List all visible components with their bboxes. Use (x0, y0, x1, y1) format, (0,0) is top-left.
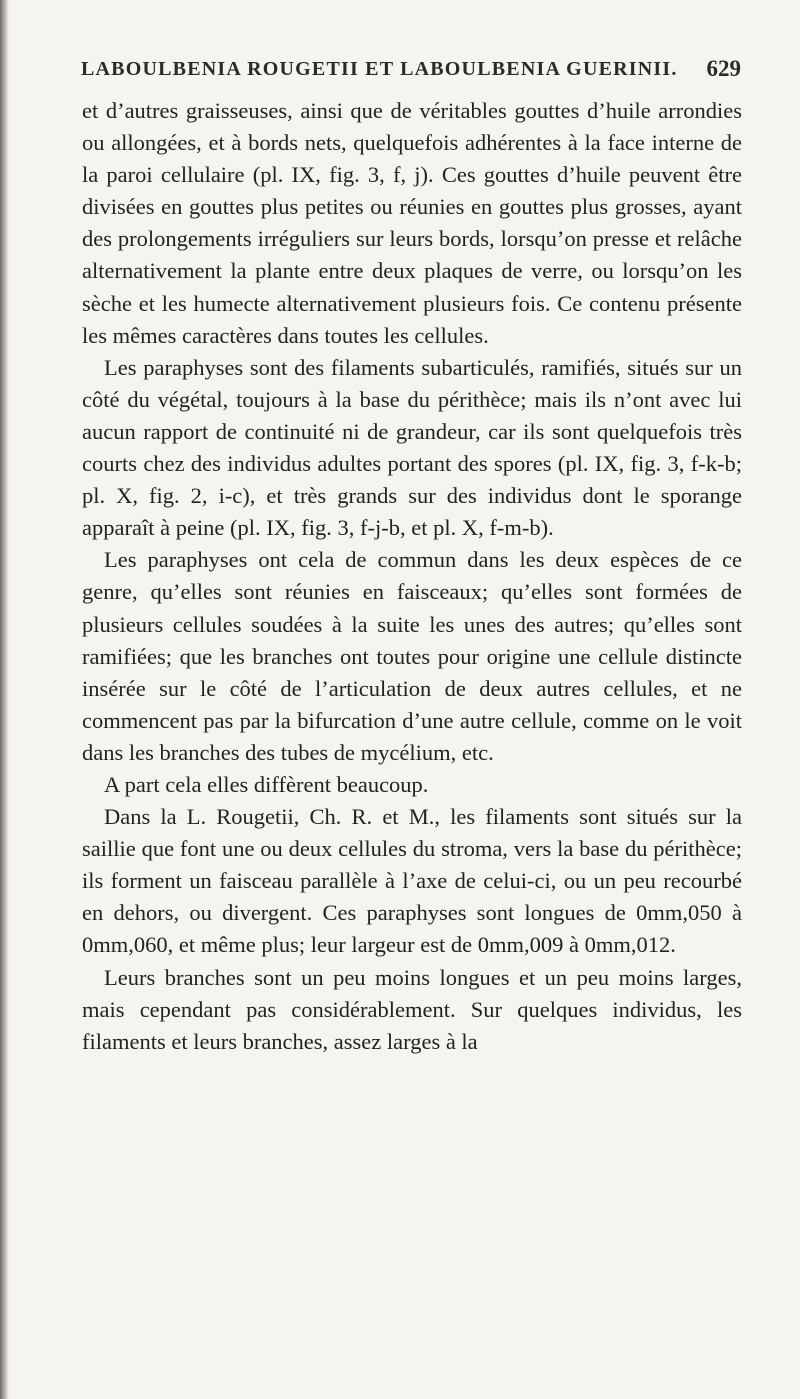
running-head: LABOULBENIA ROUGETII ET LABOULBENIA GUERINII. (81, 58, 678, 80)
paragraph-4: A part cela elles diffèrent beaucoup. (104, 771, 429, 797)
paragraph-5: Dans la L. Rougetii, Ch. R. et M., les filaments sont situés sur la saillie que font une ou deux cellules du stroma, vers la base du périthèce; ils forment un faisceau parallèle à l’axe de celui-ci, ou un peu recourbé en dehors, ou divergent. Ces paraphyses sont longues de 0mm,050 à 0mm,060, et même plus; leur largeur est de 0mm,009 à 0mm,012. (82, 804, 742, 958)
page-number: 629 (706, 56, 741, 81)
paragraph-3: Les paraphyses ont cela de commun dans les deux espèces de ce genre, qu’elles sont réunies en faisceaux; qu’elles sont formées de plusieurs cellules soudées à la suite les unes des autres; qu’elles sont ramifiées; que les branches ont toutes pour origine une cellule distincte insérée sur le côté de l’articulation de deux autres cellules, et ne commencent pas par la bifurcation d’une autre cellule, comme on le voit dans les branches des tubes de mycélium, etc. (82, 547, 742, 765)
paragraph-1: et d’autres graisseuses, ainsi que de véritables gouttes d’huile arrondies ou allongées, et à bords nets, quelquefois adhérentes à la face interne de la paroi cellulaire (pl. IX, fig. 3, f, j). Ces gouttes d’huile peuvent être divisées en gouttes plus petites ou réunies en gouttes plus grosses, ayant des prolongements irréguliers sur leurs bords, lorsqu’on presse et relâche alternativement la plante entre deux plaques de verre, ou lorsqu’on les sèche et les humecte alternativement plusieurs fois. Ce contenu présente les mêmes caractères dans toutes les cellules. (82, 98, 742, 348)
paragraph-2: Les paraphyses sont des filaments subarticulés, ramifiés, situés sur un côté du végétal, toujours à la base du périthèce; mais ils n’ont avec lui aucun rapport de continuité ni de grandeur, car ils sont quelquefois très courts chez des individus adultes portant des spores (pl. IX, fig. 3, f-k-b; pl. X, fig. 2, i-c), et très grands sur des individus dont le sporange apparaît à peine (pl. IX, fig. 3, f-j-b, et pl. X, f-m-b). (82, 354, 742, 541)
page-header (81, 58, 741, 88)
page-binding-edge (0, 0, 9, 1399)
body-text (82, 95, 742, 1058)
paragraph-6: Leurs branches sont un peu moins longues et un peu moins larges, mais cependant pas considérablement. Sur quelques individus, les filaments et leurs branches, assez larges à la (82, 964, 742, 1054)
